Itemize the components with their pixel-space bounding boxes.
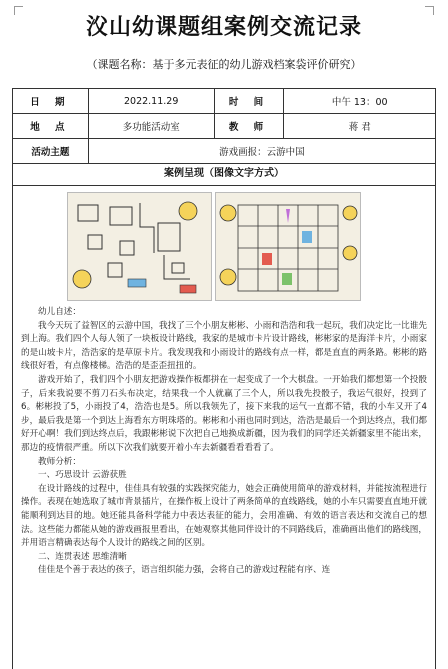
section-heading: 案例呈现（图像文字方式） bbox=[12, 163, 436, 186]
table-row bbox=[13, 89, 436, 114]
analysis-point-1-text: 在设计路线的过程中，佳佳具有较强的实践探究能力，她会正确使用简单的游戏材料，并能按流程进行操作。表现在她选取了城市背景插片，在操作板上设计了两条简单的直线路线，她的小车只需要直直地开就能顺利到达目的地。她还能具备科学能力中表达表征的能力，会用准确、有效的语言表达和交流自己的想法。这些能力都能从她的游戏画报里看出，在她观察其他同伴设计的不同路线后，准确画出他们的路线图，并用语言精确表达每个人设计的路线之间的区别。 bbox=[21, 483, 427, 549]
game-drawing-1-image bbox=[68, 193, 211, 300]
date-value: 2022.11.29 bbox=[88, 89, 214, 114]
child-narrative-heading: 幼儿自述： bbox=[38, 307, 81, 317]
game-drawing-photo-1 bbox=[67, 192, 212, 301]
date-label: 日 期 bbox=[13, 89, 89, 114]
time-label: 时 间 bbox=[214, 89, 284, 114]
topic-label: 活动主题 bbox=[13, 139, 89, 164]
record-info-table bbox=[12, 88, 436, 164]
child-narrative-paragraph-2: 游戏开始了，我们四个小朋友把游戏操作板都拼在一起变成了一个大棋盘。一开始我们都想第一个投骰子，后来我说要不剪刀石头布决定，结果我一个人就赢了三个人，所以我先投骰子，我运气很好，投到了6。彬彬投了5，小雨投了4，浩浩也是5。所以我领先了，接下来我的运气一直都不错，我的小车又开了4步，最后我是第一个到达上海看东方明珠塔的。彬彬和小雨也同时到达，浩浩是最后一个到达终点，我们都好开心啊！我们到达终点后，我跟彬彬说下次把自己地换成新疆，因为我们的同学还关新疆家里不能出来，那边的疫情很严重。所以下次我们就要开着小车去新疆看看看看了。 bbox=[21, 374, 427, 453]
case-content bbox=[12, 186, 436, 669]
place-value: 多功能活动室 bbox=[88, 114, 214, 139]
teacher-value: 蒋 君 bbox=[284, 114, 436, 139]
teacher-analysis-heading: 教师分析： bbox=[38, 456, 81, 467]
document-title: 㳇山幼课题组案例交流记录 bbox=[85, 15, 362, 40]
case-text bbox=[21, 306, 427, 578]
place-label: 地 点 bbox=[13, 114, 89, 139]
table-row bbox=[13, 139, 436, 164]
document-subtitle: （课题名称：基于多元表征的幼儿游戏档案袋评价研究） bbox=[86, 58, 362, 71]
game-drawing-2-image bbox=[216, 193, 360, 300]
time-value: 中午 13：00 bbox=[284, 89, 436, 114]
teacher-label: 教 师 bbox=[214, 114, 284, 139]
topic-value: 游戏画报：云游中国 bbox=[88, 139, 435, 164]
child-narrative-paragraph-1: 我今天玩了益智区的云游中国，我找了三个小朋友彬彬、小雨和浩浩和我一起玩，我们决定比一比谁先到上海。我们四个人每人领了一块板设计路线，我家的是城市卡片设计路线，彬彬家的是海洋卡片，小雨家的是山坡卡片，浩浩家的是草原卡片。我发现我和小雨设计的路线有点一样，都是直直的两条路。彬彬的路线很好看，有点像楼梯。浩浩的是歪歪扭扭的。 bbox=[21, 320, 427, 372]
table-row bbox=[13, 114, 436, 139]
analysis-point-2-text: 佳佳是个善于表达的孩子，语言组织能力强，会将自己的游戏过程能有序、连 bbox=[38, 565, 331, 576]
analysis-point-1-heading: 一、巧思设计 云游获胜 bbox=[38, 470, 127, 481]
analysis-point-2-heading: 二、连贯表述 思维清晰 bbox=[38, 551, 127, 562]
game-drawing-photo-2 bbox=[215, 192, 361, 301]
